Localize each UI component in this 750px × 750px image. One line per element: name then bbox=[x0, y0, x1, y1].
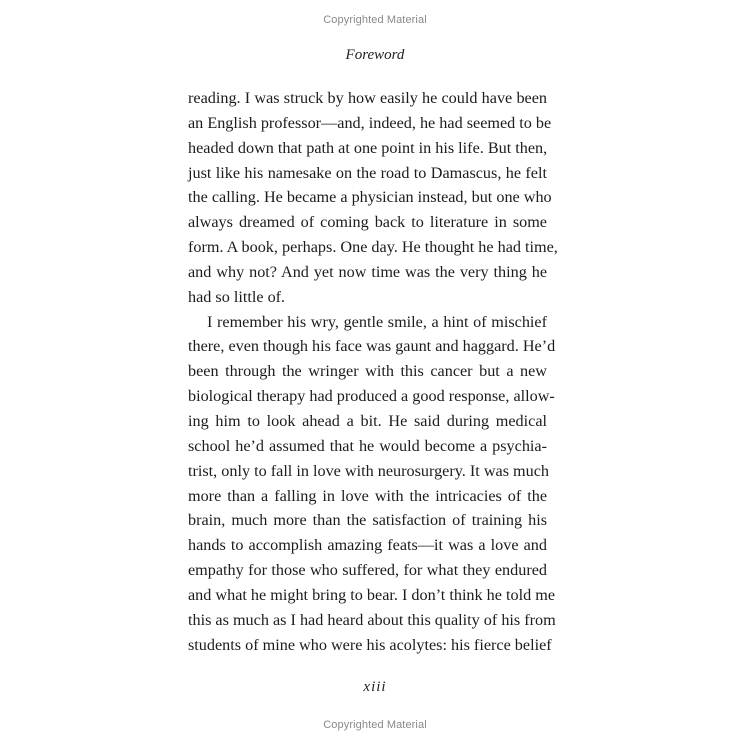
text-line: form. A book, perhaps. One day. He thought he had time, bbox=[188, 238, 558, 257]
text-line: just like his namesake on the road to Damascus, he felt bbox=[188, 163, 547, 182]
running-head: Foreword bbox=[345, 47, 405, 63]
text-line: school he’d assumed that he would become a psychia- bbox=[188, 436, 547, 455]
text-line: the calling. He became a physician instead, but one who bbox=[188, 188, 552, 207]
copyright-watermark-bottom: Copyrighted Material bbox=[323, 719, 427, 731]
text-line: always dreamed of coming back to literature in some bbox=[188, 213, 547, 232]
text-line: an English professor—and, indeed, he had seemed to be bbox=[188, 113, 552, 132]
text-line: hands to accomplish amazing feats—it was a love and bbox=[188, 536, 547, 555]
text-line: had so little of. bbox=[188, 287, 286, 306]
page-number: xiii bbox=[363, 679, 387, 695]
text-line: and why not? And yet now time was the very thing he bbox=[188, 262, 547, 281]
paragraph-1 bbox=[188, 86, 558, 310]
text-line: trist, only to fall in love with neurosurgery. It was much bbox=[188, 461, 550, 480]
text-line: this as much as I had heard about this quality of his from bbox=[188, 610, 556, 629]
text-line: empathy for those who suffered, for what they endured bbox=[188, 561, 547, 580]
text-line: and what he might bring to bear. I don’t think he told me bbox=[188, 585, 556, 604]
text-line: there, even though his face was gaunt and haggard. He’d bbox=[188, 337, 556, 356]
text-line: been through the wringer with this cancer but a new bbox=[188, 362, 547, 381]
text-line: reading. I was struck by how easily he could have been bbox=[188, 89, 547, 107]
body-text bbox=[188, 86, 558, 657]
paragraph-2 bbox=[188, 310, 556, 658]
text-line: ing him to look ahead a bit. He said during medical bbox=[188, 411, 547, 430]
text-line: more than a falling in love with the intricacies of the bbox=[188, 486, 547, 505]
text-line: headed down that path at one point in his life. But then, bbox=[188, 138, 548, 157]
text-line: brain, much more than the satisfaction of training his bbox=[188, 511, 547, 530]
text-line: students of mine who were his acolytes: his fierce belief bbox=[188, 635, 552, 654]
copyright-watermark-top: Copyrighted Material bbox=[323, 14, 427, 26]
text-line: biological therapy had produced a good response, allow- bbox=[188, 387, 555, 406]
text-line: I remember his wry, gentle smile, a hint of mischief bbox=[207, 312, 547, 331]
